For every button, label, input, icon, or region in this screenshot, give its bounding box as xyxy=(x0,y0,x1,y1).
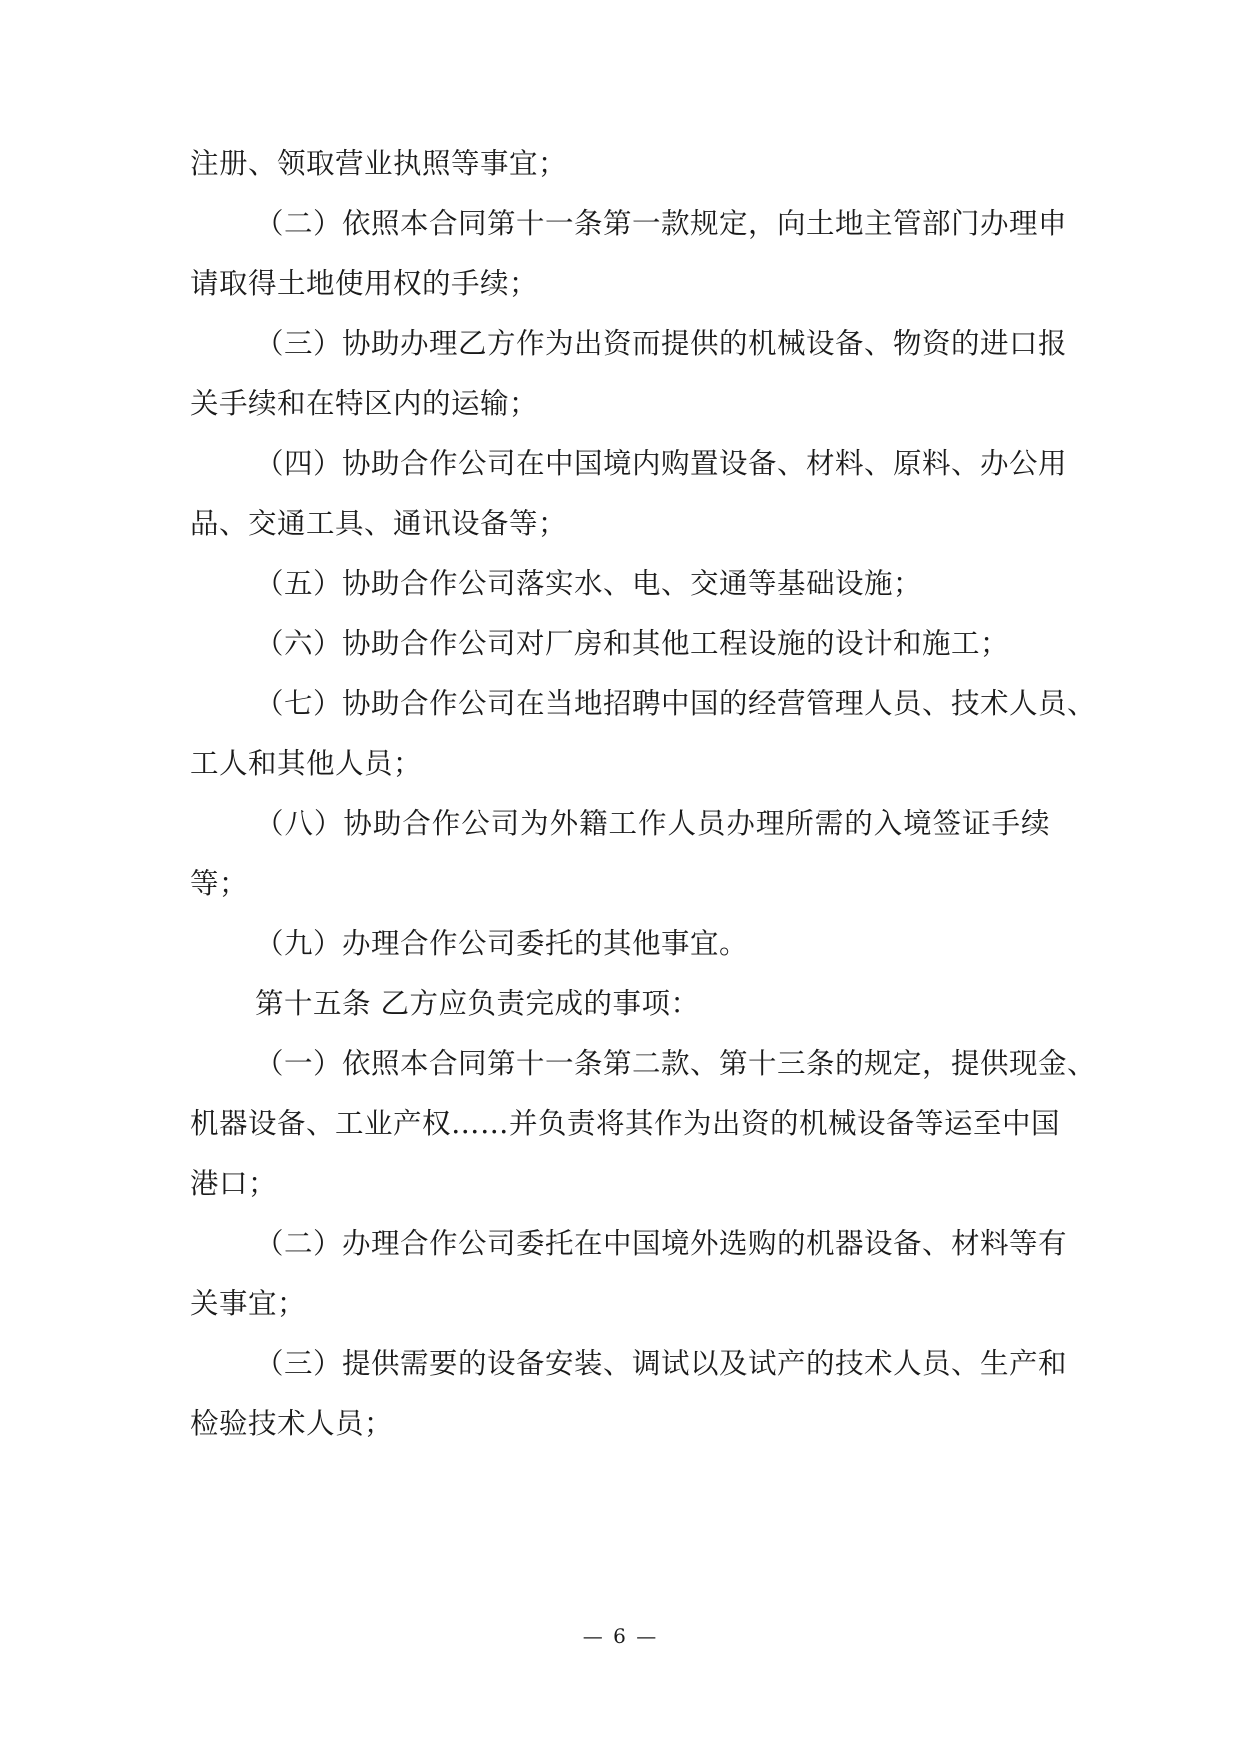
text-line: 港口； xyxy=(190,1167,278,1200)
text-line: （五）协助合作公司落实水、电、交通等基础设施； xyxy=(255,567,923,600)
text-line: 工人和其他人员； xyxy=(190,747,423,780)
text-line: 关事宜； xyxy=(190,1287,307,1320)
text-line: 请取得土地使用权的手续； xyxy=(190,267,539,300)
text-line: 等； xyxy=(190,867,249,900)
text-line: （九）办理合作公司委托的其他事宜。 xyxy=(255,927,749,960)
text-line: 注册、领取营业执照等事宜； xyxy=(190,147,568,180)
text-line: 检验技术人员； xyxy=(190,1407,394,1440)
section-heading: 第十五条 乙方应负责完成的事项： xyxy=(255,987,700,1020)
text-line: （三）提供需要的设备安装、调试以及试产的技术人员、生产和 xyxy=(255,1347,1068,1380)
text-line: （八）协助合作公司为外籍工作人员办理所需的入境签证手续 xyxy=(255,807,1050,840)
text-line: （二）办理合作公司委托在中国境外选购的机器设备、材料等有 xyxy=(255,1227,1068,1260)
text-line: （二）依照本合同第十一条第一款规定，向土地主管部门办理申 xyxy=(255,207,1068,240)
page-number: — 6 — xyxy=(582,1624,659,1648)
text-line: （六）协助合作公司对厂房和其他工程设施的设计和施工； xyxy=(255,627,1010,660)
text-line: 机器设备、工业产权……并负责将其作为出资的机械设备等运至中国 xyxy=(190,1107,1061,1140)
text-line: （四）协助合作公司在中国境内购置设备、材料、原料、办公用 xyxy=(255,447,1068,480)
text-line: 关手续和在特区内的运输； xyxy=(190,387,539,420)
text-line: （三）协助办理乙方作为出资而提供的机械设备、物资的进口报 xyxy=(255,327,1068,360)
text-line: （七）协助合作公司在当地招聘中国的经营管理人员、技术人员、 xyxy=(255,687,1097,720)
text-line: （一）依照本合同第十一条第二款、第十三条的规定，提供现金、 xyxy=(255,1047,1097,1080)
text-line: 品、交通工具、通讯设备等； xyxy=(190,507,568,540)
